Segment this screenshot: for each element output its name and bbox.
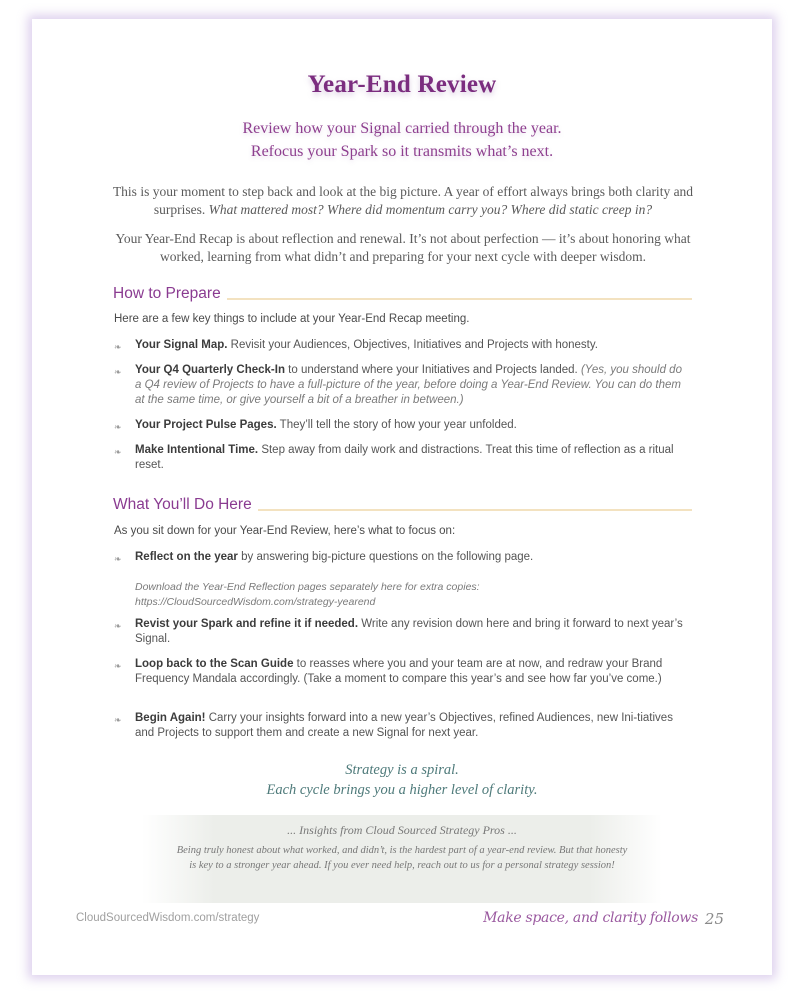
list-item [114, 363, 694, 408]
section-title: What You’ll Do Here [113, 496, 252, 513]
intro-paragraph-1 [108, 183, 698, 219]
item-text: by answering big-picture questions on the following page. [237, 551, 534, 563]
download-note-text: Download the Year-End Reflection pages separately here for extra copies: [135, 581, 480, 593]
item-text: They’ll tell the story of how your year unfolded. [276, 419, 517, 431]
leaf-bullet-icon: ❧ [114, 447, 122, 457]
document-page [32, 19, 772, 975]
insights-body: Being truly honest about what worked, and didn’t, is the hardest part of a year-end review. But that honesty is key to a stronger year ahead. If you ever need help, reach out to us for a personal strategy session! [176, 845, 628, 871]
footer-tagline: Make space, and clarity follows [483, 910, 698, 926]
section-lead: Here are a few key things to include at your Year-End Recap meeting. [114, 313, 470, 325]
leaf-bullet-icon: ❧ [114, 715, 122, 725]
subtitle-line-1: Review how your Signal carried through the year. [242, 120, 562, 137]
item-text: Step away from daily work and distractions. Treat this time of reflection as a ritual reset. [135, 444, 674, 471]
list-item [114, 617, 694, 647]
item-title: Loop back to the Scan Guide [135, 658, 294, 670]
section-heading-how-to-prepare [113, 282, 692, 304]
intro-1-text: This is your moment to step back and look at the big picture. A year of effort always brings both clarity and surprises. [112, 184, 694, 217]
item-title: Your Signal Map. [135, 339, 228, 351]
item-title: Your Q4 Quarterly Check-In [135, 364, 285, 376]
list-item [114, 550, 694, 567]
leaf-bullet-icon: ❧ [114, 661, 122, 671]
list-item [114, 657, 694, 687]
closing-line-2: Each cycle brings you a higher level of clarity. [266, 782, 538, 798]
item-title: Revist your Spark and refine it if needed. [135, 618, 359, 630]
page-title: Year-End Review [307, 71, 497, 98]
leaf-bullet-icon: ❧ [114, 554, 122, 564]
item-text: Write any revision down here and bring it forward to next year’s Signal. [135, 618, 683, 645]
section-lead: As you sit down for your Year-End Review, here’s what to focus on: [114, 525, 456, 537]
leaf-bullet-icon: ❧ [114, 422, 122, 432]
section-heading-what-youll-do-here [113, 493, 692, 515]
item-title: Reflect on the year [135, 551, 238, 563]
section-title: How to Prepare [113, 285, 221, 302]
download-link[interactable]: https://CloudSourcedWisdom.com/strategy-yearend [135, 596, 376, 608]
insights-title: ... Insights from Cloud Sourced Strategy Pros ... [287, 823, 517, 837]
list-item [114, 418, 694, 435]
intro-1-questions: What mattered most? Where did momentum carry you? Where did static creep in? [208, 202, 653, 217]
closing-quote [32, 760, 772, 800]
insights-box [142, 815, 662, 903]
item-text: to reasses where you and your team are at now, and redraw your Brand Frequency Mandala accordingly. (Take a moment to compare this year’s and see how far you’ve come.) [135, 658, 663, 685]
page-subtitle [32, 117, 772, 163]
subtitle-line-2: Refocus your Spark so it transmits what’s next. [250, 143, 554, 160]
download-note [135, 580, 695, 610]
page-number: 25 [704, 910, 724, 928]
footer-url[interactable]: CloudSourcedWisdom.com/strategy [76, 912, 260, 924]
item-title: Begin Again! [135, 712, 206, 724]
intro-paragraph-2: Your Year-End Recap is about reflection and renewal. It’s not about perfection — it’s about honoring what worked, learning from what didn’t and preparing for your next cycle with deeper wisdom. [115, 231, 691, 264]
heading-rule [258, 509, 692, 511]
item-text: Carry your insights forward into a new year’s Objectives, refined Audiences, new Ini-tiatives and Projects to support them and create a new Signal for next year. [135, 712, 673, 739]
leaf-bullet-icon: ❧ [114, 621, 122, 631]
item-note: (Yes, you should do a Q4 review of Projects to have a full-picture of the year, before doing a Year-End Review. You can do them at the same time, or give yourself a bit of a breather in between.) [135, 364, 682, 406]
heading-rule [227, 298, 692, 300]
item-text: Revisit your Audiences, Objectives, Initiatives and Projects with honesty. [227, 339, 598, 351]
item-title: Make Intentional Time. [135, 444, 259, 456]
item-text: to understand where your Initiatives and Projects landed. [284, 364, 581, 376]
closing-line-1: Strategy is a spiral. [345, 762, 459, 778]
list-item [114, 711, 694, 741]
item-title: Your Project Pulse Pages. [135, 419, 277, 431]
leaf-bullet-icon: ❧ [114, 367, 122, 377]
leaf-bullet-icon: ❧ [114, 342, 122, 352]
list-item [114, 338, 694, 355]
list-item [114, 443, 694, 473]
